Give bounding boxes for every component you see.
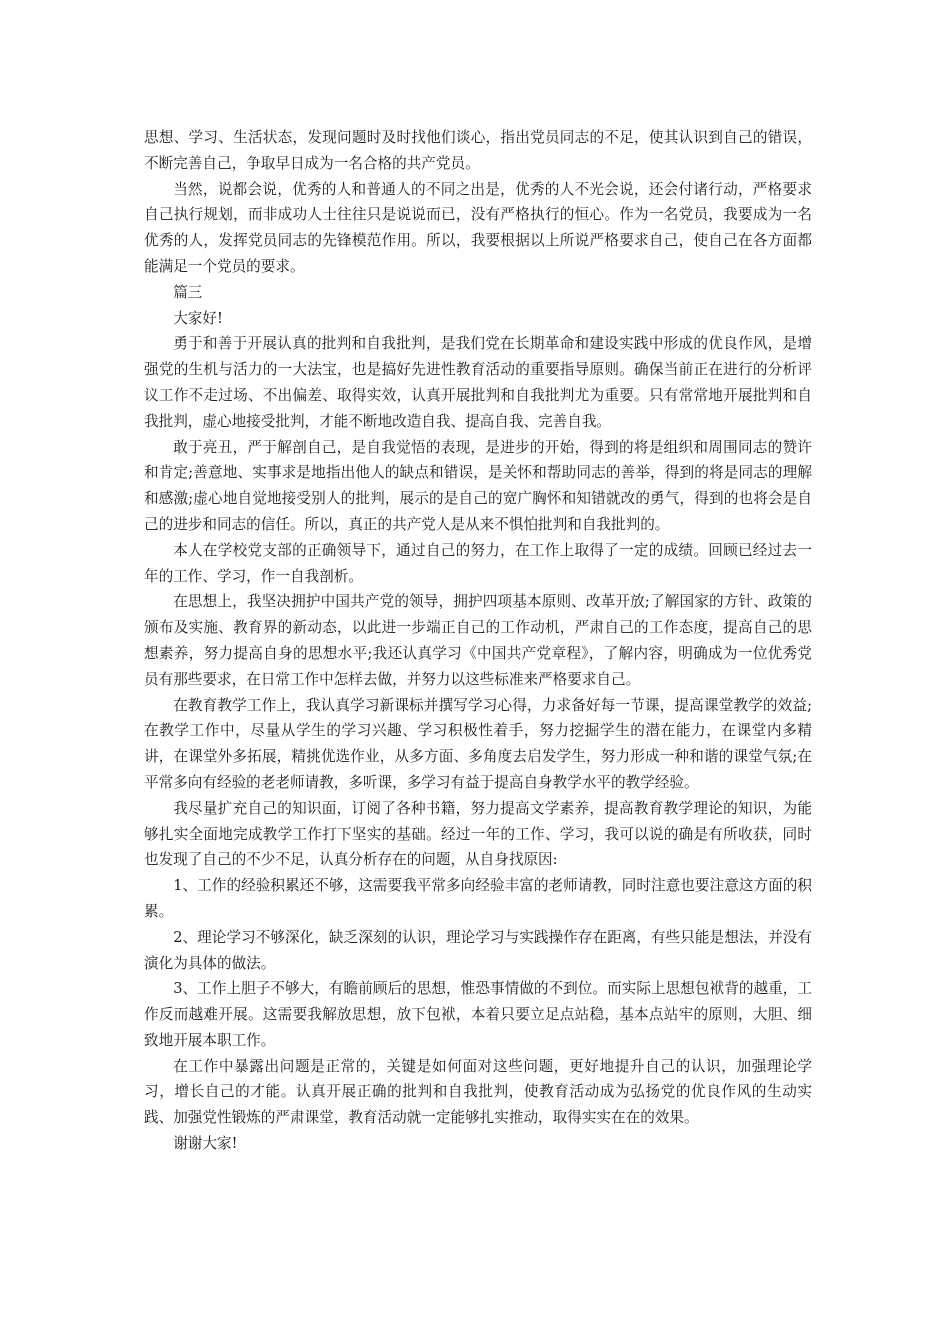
- paragraph-continuation: 思想、学习、生活状态，发现问题时及时找他们谈心，指出党员同志的不足，使其认识到自己的错误，不断完善自己，争取早日成为一名合格的共产党员。: [144, 129, 812, 172]
- greeting: 大家好!: [173, 309, 223, 327]
- paragraph-commitment: 当然，说都会说，优秀的人和普通人的不同之出是，优秀的人不光会说，还会付诸行动，严格要求自己执行规划，而非成功人士往往只是说说而已，没有严格执行的恒心。作为一名党员，我要成为一名优秀的人，发挥党员同志的先锋模范作用。所以，我要根据以上所说严格要求自己，使自己在各方面都能满足一个党员的要求。: [144, 180, 812, 275]
- list-item-2: 2、理论学习不够深化，缺乏深刻的认识，理论学习与实践操作存在距离，有些只能是想法，并没有演化为具体的做法。: [144, 928, 812, 972]
- document-body: [144, 125, 812, 1157]
- closing: 谢谢大家!: [173, 1135, 238, 1153]
- paragraph-criticism: 勇于和善于开展认真的批判和自我批判，是我们党在长期革命和建设实践中形成的优良作风，是增强党的生机与活力的一大法宝，也是搞好先进性教育活动的重要指导原则。确保当前正在进行的分析评议工作不走过场、不出偏差、取得实效，认真开展批判和自我批判尤为重要。只有常常地开展批判和自我批判，虚心地接受批判，才能不断地改造自我、提高自我、完善自我。: [144, 335, 812, 430]
- paragraph-knowledge: 我尽量扩充自己的知识面，订阅了各种书籍，努力提高文学素养，提高教育教学理论的知识，为能够扎实全面地完成教学工作打下坚实的基础。经过一年的工作、学习，我可以说的确是有所收获，同时也发现了自己的不少不足，认真分析存在的问题，从自身找原因:: [144, 799, 812, 869]
- list-item-1: 1、工作的经验积累还不够，这需要我平常多向经验丰富的老师请教，同时注意也要注意这方面的积累。: [144, 877, 812, 920]
- list-item-3: 3、工作上胆子不够大，有瞻前顾后的思想，惟恐事情做的不到位。而实际上思想包袱背的越重，工作反而越难开展。这需要我解放思想，放下包袱，本着只要立足点站稳，基本点站牢的原则，大胆、细致地开展本职工作。: [144, 980, 812, 1049]
- paragraph-review: 本人在学校党支部的正确领导下，通过自己的努力，在工作上取得了一定的成绩。回顾已经过去一年的工作、学习，作一自我剖析。: [144, 541, 812, 585]
- paragraph-teaching: 在教育教学工作上，我认真学习新课标并撰写学习心得，力求备好每一节课，提高课堂教学的效益;在教学工作中，尽量从学生的学习兴趣、学习积极性着手，努力挖掘学生的潜在能力，在课堂内多精讲，在课堂外多拓展，精挑优选作业，从多方面、多角度去启发学生，努力形成一种和谐的课堂气氛;在平常多向有经验的老老师请教，多听课，多学习有益于提高自身教学水平的教学经验。: [144, 696, 812, 791]
- section-heading: 篇三: [173, 283, 203, 301]
- paragraph-self-analysis: 敢于亮丑，严于解剖自己，是自我觉悟的表现，是进步的开始，得到的将是组织和周围同志的赞许和肯定;善意地、实事求是地指出他人的缺点和错误，是关怀和帮助同志的善举，得到的将是同志的理解和感激;虚心地自觉地接受别人的批判，展示的是自己的宽广胸怀和知错就改的勇气，得到的也将会是自己的进步和同志的信任。所以，真正的共产党人是从来不惧怕批判和自我批判的。: [144, 438, 812, 533]
- paragraph-conclusion: 在工作中暴露出问题是正常的，关键是如何面对这些问题，更好地提升自己的认识，加强理论学习，增长自己的才能。认真开展正确的批判和自我批判，使教育活动成为弘扬党的优良作风的生动实践、加强党性锻炼的严肃课堂，教育活动就一定能够扎实推动，取得实实在在的效果。: [144, 1057, 812, 1127]
- paragraph-ideology: 在思想上，我坚决拥护中国共产党的领导，拥护四项基本原则、改革开放;了解国家的方针、政策的颁布及实施、教育界的新动态，以此进一步端正自己的工作动机，严肃自己的工作态度，提高自己的思想素养，努力提高自身的思想水平;我还认真学习《中国共产党章程》，了解内容，明确成为一位优秀党员有那些要求，在日常工作中怎样去做，并努力以这些标准来严格要求自己。: [144, 593, 812, 688]
